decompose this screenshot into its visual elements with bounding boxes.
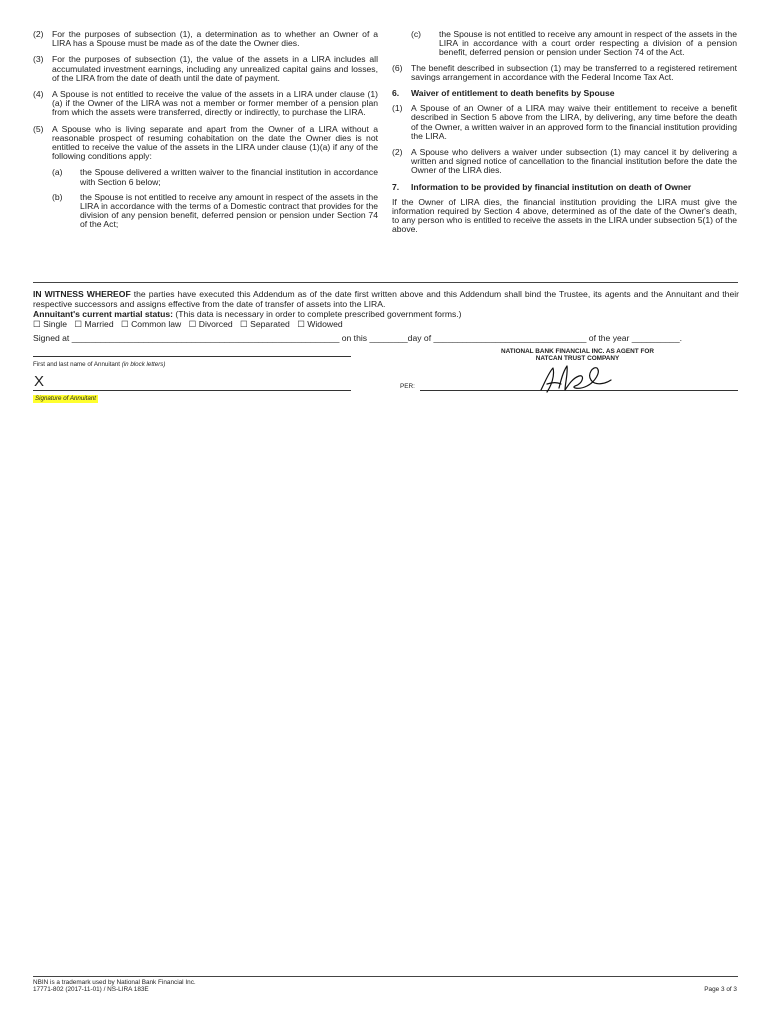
status-checkbox-divorced[interactable]: ☐ Divorced (188, 319, 233, 329)
clause-text: A Spouse who is living separate and apart from the Owner of a LIRA without a reasonable prospect of resuming cohabitation on the date the Owner dies is not entitled to receive the value of the assets in the LIRA under clause (1)(a) if any of the following conditions apply: (52, 123, 378, 162)
right-column (392, 30, 737, 241)
agent-signature-image (535, 362, 615, 396)
name-label-text: First and last name of Annuitant (33, 361, 121, 368)
clause-5-3 (33, 55, 378, 83)
subclause-number: (c) (411, 29, 422, 39)
section-title: Waiver of entitlement to death benefits by Spouse (411, 88, 615, 99)
marital-status-note: (This data is necessary in order to complete prescribed government forms.) (173, 309, 462, 319)
clause-number: (2) (33, 29, 44, 39)
clause-6-2 (392, 148, 737, 176)
section-7-heading (392, 183, 737, 192)
marital-status-label (33, 309, 462, 319)
section-6-heading (392, 89, 737, 98)
status-checkbox-married[interactable]: ☐ Married (74, 319, 114, 329)
subclause-number: (b) (52, 191, 63, 202)
status-checkbox-common-law[interactable]: ☐ Common law (121, 319, 182, 329)
clause-5-2 (33, 30, 378, 48)
clause-5-4 (33, 90, 378, 118)
name-label-note: (in block letters) (120, 361, 166, 368)
clause-text: For the purposes of subsection (1), the value of the assets in a LIRA includes all accumulated investment earnings, including any unrealized capital gains and losses, of the LIRA from the date of death until the date of payment. (52, 54, 378, 83)
witness-paragraph (33, 289, 739, 309)
annuitant-name-field[interactable] (33, 356, 351, 357)
clause-text: A Spouse of an Owner of a LIRA may waive their entitlement to receive a benefit described in Section 5 above from the LIRA, by delivering, any time before the death of the Owner, a written waiver in an approved form to the financial institution providing the LIRA. (411, 103, 737, 141)
clause-text: A Spouse is not entitled to receive the value of the assets in a LIRA under clause (1)(a) if the Owner of the LIRA was not a member or former member of a pension plan from which the assets were transferred, directly or indirectly, to purchase the LIRA. (52, 89, 378, 118)
annuitant-name-label (33, 361, 165, 369)
subclause-b (52, 193, 378, 230)
section-number: 6. (392, 88, 400, 99)
clause-number: (4) (33, 89, 44, 100)
signed-at-line[interactable]: Signed at ________________________________________________________ on this ________day of ________________________________ of the year __________. (33, 333, 682, 343)
section-number: 7. (392, 181, 400, 192)
form-code: 17771-802 (2017-11-01) / NS-LIRA 183E (33, 986, 149, 994)
status-checkbox-single[interactable]: ☐ Single (33, 319, 67, 329)
clause-6-1 (392, 104, 737, 141)
status-checkbox-separated[interactable]: ☐ Separated (240, 319, 290, 329)
signature-of-annuitant-label: Signature of Annuitant (35, 395, 97, 402)
witness-text: the parties have executed this Addendum as of the date first written above and this Addendum shall bind the Trustee, its agents and the Annuitant and their respective successors and assigns effective from the date of transfer of assets into the LIRA. (33, 289, 739, 309)
footer-left (33, 979, 196, 994)
subclause-text: the Spouse is not entitled to receive any amount in respect of the assets in the LIRA in accordance with the terms of a Domestic contract that provides for the division of any pension benefit, deferred pension or pension under Section 74 of the Act; (80, 191, 378, 230)
marital-status-options (33, 319, 348, 329)
per-label: PER: (400, 383, 415, 390)
agent-line-2: NATCAN TRUST COMPANY (535, 355, 620, 363)
trustee-agent-block (440, 348, 715, 363)
subclause-a (52, 168, 378, 186)
page-number: Page 3 of 3 (704, 986, 737, 993)
left-column (33, 30, 378, 236)
clause-number: (2) (392, 147, 403, 158)
subclause-number: (a) (52, 167, 63, 178)
clause-text: A Spouse who delivers a waiver under subsection (1) may cancel it by delivering a written and signed notice of cancellation to the financial institution before the date the Owner of the LIRA dies. (411, 147, 737, 176)
clause-5-6 (392, 64, 737, 82)
section-divider (33, 282, 738, 283)
agent-line-1: NATIONAL BANK FINANCIAL INC. AS AGENT FOR (501, 348, 654, 355)
subclause-text: the Spouse is not entitled to receive any amount in respect of the assets in the LIRA in accordance with a court order respecting a division of a pension benefit, deferred pension or pension under Section 74 of the Act. (439, 29, 737, 58)
section-title: Information to be provided by financial institution on death of Owner (411, 181, 692, 192)
clause-number: (3) (33, 54, 44, 65)
clause-number: (5) (33, 123, 44, 134)
clause-text: The benefit described in subsection (1) may be transferred to a registered retirement savings arrangement in accordance with the Federal Income Tax Act. (411, 62, 737, 82)
clause-text: For the purposes of subsection (1), a determination as to whether an Owner of a LIRA has a Spouse must be made as of the date the Owner dies. (52, 29, 378, 49)
subclause-c (411, 30, 737, 58)
clause-5-5 (33, 125, 378, 162)
status-checkbox-widowed[interactable]: ☐ Widowed (297, 319, 343, 329)
marital-status-title: Annuitant's current martial status: (33, 309, 174, 319)
clause-number: (6) (392, 62, 403, 73)
witness-lead: IN WITNESS WHEREOF (33, 289, 131, 299)
annuitant-signature-field[interactable] (33, 390, 351, 391)
footer-divider (33, 976, 738, 977)
clause-number: (1) (392, 103, 403, 114)
subclause-text: the Spouse delivered a written waiver to the financial institution in accordance with Section 6 below; (80, 167, 378, 187)
signature-x-mark: X (34, 373, 45, 390)
trademark-note: NBIN is a trademark used by National Bank Financial Inc. (33, 979, 196, 986)
section-7-text: If the Owner of LIRA dies, the financial institution providing the LIRA must give the information required by Section 4 above, determined as of the date of the Owner's death, to any person who is entitled to receive the assets in the LIRA under subsection 5(1) of the above. (392, 196, 737, 235)
